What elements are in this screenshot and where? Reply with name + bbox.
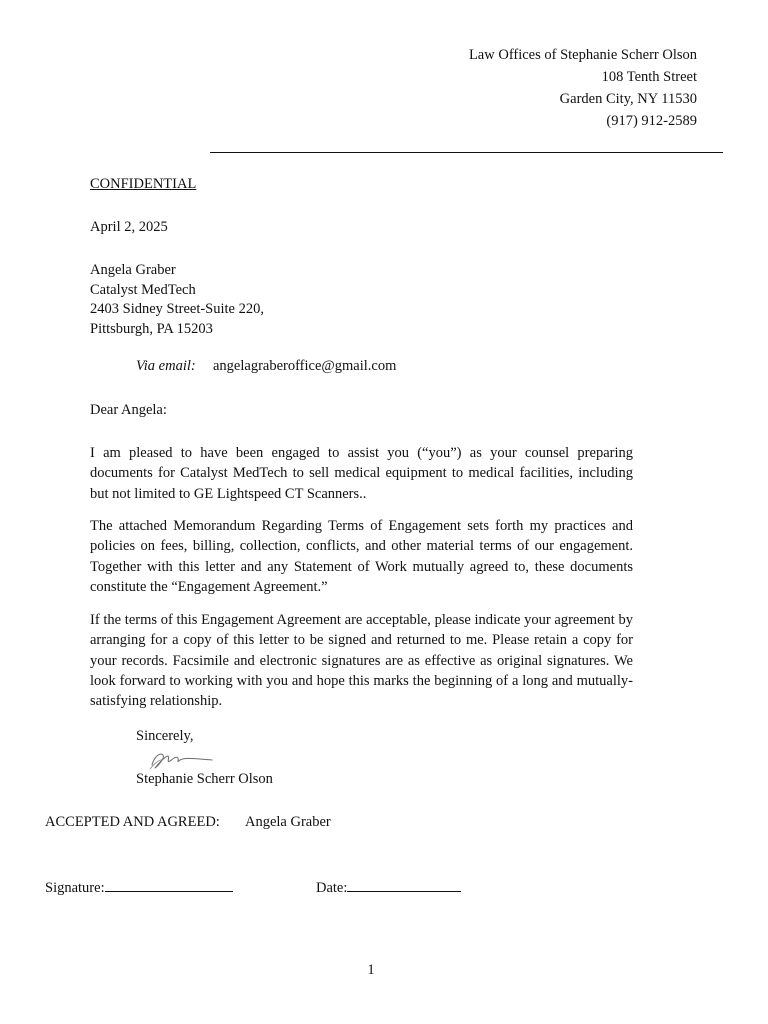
paragraph-acceptance: If the terms of this Engagement Agreement are acceptable, please indicate your agreement by arranging for a copy of this letter to be signed and returned to me. Please retain a copy for your records. Facsimile and electronic signatures are as effective as original signatures. We look forward to working with you and hope this marks the beginning of a long and mutually-satisfying relationship. — [90, 612, 633, 710]
recipient-city: Pittsburgh, PA 15203 — [90, 320, 213, 337]
firm-phone: (917) 912-2589 — [606, 113, 697, 129]
date-blank[interactable] — [347, 877, 461, 892]
recipient-company: Catalyst MedTech — [90, 281, 196, 298]
signature-field — [45, 877, 233, 897]
signer-name: Stephanie Scherr Olson — [136, 771, 273, 787]
paragraph-engagement: I am pleased to have been engaged to assist you (“you”) as your counsel preparing documents for Catalyst MedTech to sell medical equipment to medical facilities, including but not limited to GE Lightspeed CT Scanners.. — [90, 445, 633, 502]
firm-city: Garden City, NY 11530 — [559, 91, 697, 107]
handwritten-signature — [146, 748, 216, 770]
letterhead — [469, 44, 697, 132]
firm-street: 108 Tenth Street — [601, 69, 697, 85]
paragraph-memorandum: The attached Memorandum Regarding Terms of Engagement sets forth my practices and policies on fees, billing, collection, conflicts, and other material terms of our engagement. Together with this letter and any Statement of Work mutually agreed to, these documents constitute the “Engagement Agreement.” — [90, 518, 633, 595]
accepted-and-agreed — [45, 814, 331, 831]
signature-blank[interactable] — [105, 877, 233, 892]
via-label: Via email: — [136, 358, 196, 374]
via-email-line — [136, 358, 396, 375]
date-field — [316, 877, 461, 897]
recipient-name: Angela Graber — [90, 262, 176, 278]
closing: Sincerely, — [136, 728, 194, 744]
accepted-name: Angela Graber — [245, 814, 331, 830]
salutation: Dear Angela: — [90, 402, 167, 418]
firm-name: Law Offices of Stephanie Scherr Olson — [468, 47, 697, 63]
recipient-street: 2403 Sidney Street-Suite 220, — [90, 301, 264, 317]
recipient-email: angelagraberoffice@gmail.com — [213, 358, 397, 374]
confidential-label: CONFIDENTIAL — [90, 176, 197, 192]
page-number: 1 — [367, 962, 375, 978]
letter-date: April 2, 2025 — [90, 219, 168, 235]
recipient-address — [90, 261, 264, 339]
accepted-label: ACCEPTED AND AGREED: — [45, 814, 220, 830]
date-label: Date: — [316, 880, 348, 896]
signature-label: Signature: — [45, 880, 105, 896]
header-divider — [210, 152, 723, 153]
